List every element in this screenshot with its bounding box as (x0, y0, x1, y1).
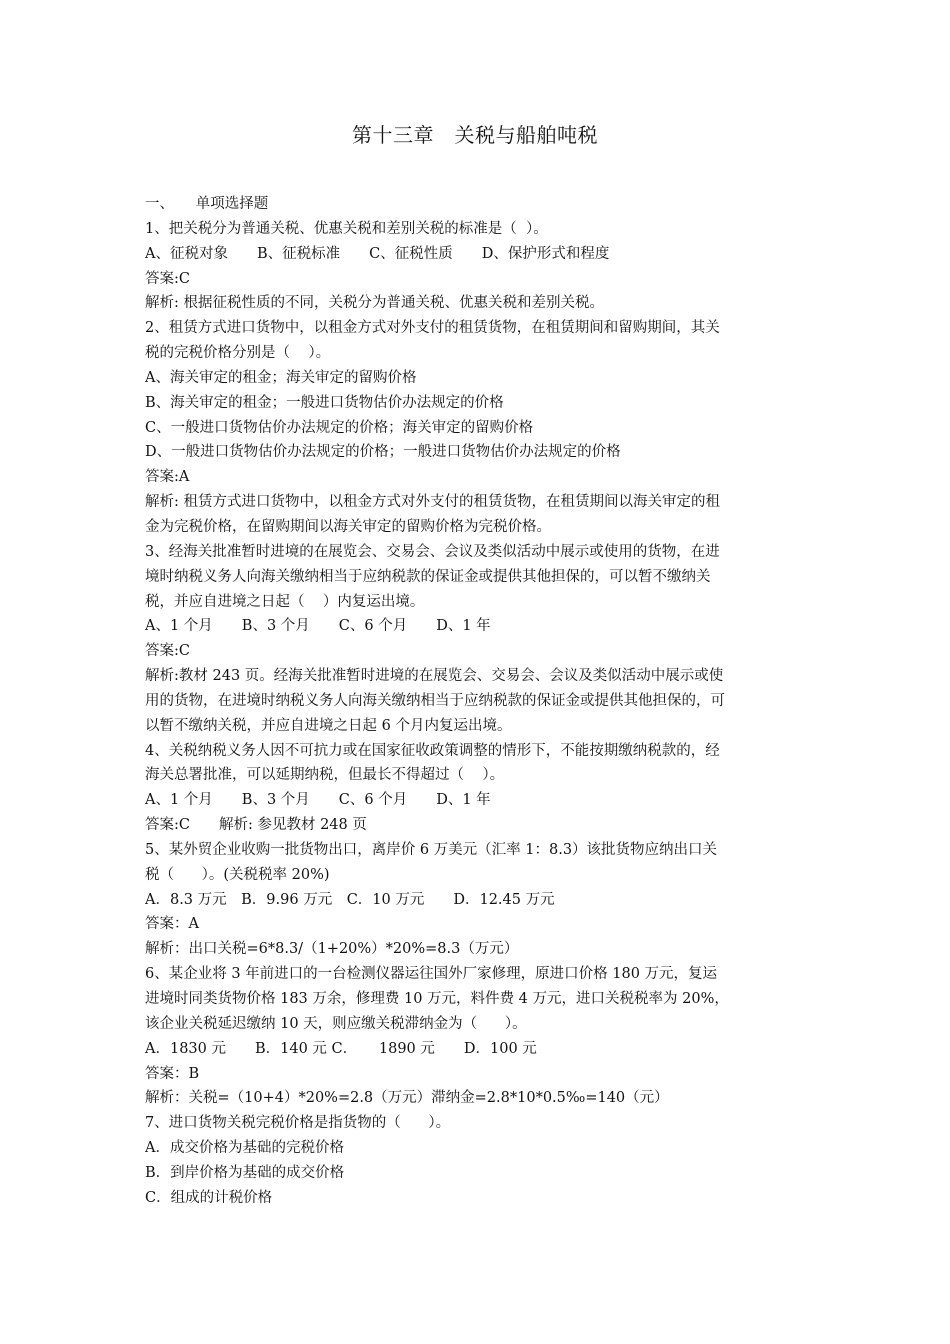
question-2-option-b: B、海关审定的租金；一般进口货物估价办法规定的价格 (145, 394, 504, 411)
question-4-cont: 海关总署批准，可以延期纳税，但最长不得超过（ ）。 (145, 767, 505, 784)
question-7-option-a: A．成交价格为基础的完税价格 (145, 1140, 344, 1157)
question-1-answer: 答案:C (145, 270, 190, 287)
question-3-explanation-cont: 用的货物，在进境时纳税义务人向海关缴纳相当于应纳税款的保证金或提供其他担保的，可 (145, 692, 725, 709)
question-1: 1、把关税分为普通关税、优惠关税和差别关税的标准是（ ）。 (145, 220, 548, 237)
question-6-cont: 该企业关税延迟缴纳 10 天，则应缴关税滞纳金为（ ）。 (145, 1015, 527, 1032)
question-7: 7、进口货物关税完税价格是指货物的（ ）。 (145, 1115, 451, 1132)
question-7-option-c: C．组成的计税价格 (145, 1189, 273, 1206)
question-3-cont: 境时纳税义务人向海关缴纳相当于应纳税款的保证金或提供其他担保的，可以暂不缴纳关 (145, 568, 711, 585)
question-4-answer: 答案:C 解析: 参见教材 248 页 (145, 817, 367, 834)
question-5-options: A．8.3 万元 B．9.96 万元 C．10 万元 D．12.45 万元 (145, 891, 555, 908)
question-2-cont: 税的完税价格分别是（ ）。 (145, 345, 331, 362)
question-3-cont: 税，并应自进境之日起（ ）内复运出境。 (145, 593, 425, 610)
question-3: 3、经海关批准暂时进境的在展览会、交易会、会议及类似活动中展示或使用的货物，在进 (145, 543, 720, 560)
question-6: 6、某企业将 3 年前进口的一台检测仪器运往国外厂家修理，原进口价格 180 万元，复运 (145, 966, 718, 983)
question-3-explanation: 解析:教材 243 页。经海关批准暂时进境的在展览会、交易会、会议及类似活动中展示或使 (145, 668, 724, 685)
question-4-options: A、1 个月 B、3 个月 C、6 个月 D、1 年 (145, 792, 491, 809)
question-2-option-c: C、一般进口货物估价办法规定的价格；海关审定的留购价格 (145, 419, 534, 436)
question-2-explanation-cont: 金为完税价格，在留购期间以海关审定的留购价格为完税价格。 (145, 518, 551, 535)
question-6-options: A．1830 元 B．140 元 C． 1890 元 D．100 元 (145, 1040, 537, 1057)
section-heading: 一、 单项选择题 (145, 196, 269, 212)
question-5-answer: 答案：A (145, 916, 199, 933)
question-6-explanation: 解析：关税=（10+4）*20%=2.8（万元）滞纳金=2.8*10*0.5‰=140（元） (145, 1090, 669, 1107)
question-1-options: A、征税对象 B、征税标准 C、征税性质 D、保护形式和程度 (145, 245, 610, 262)
question-2-option-d: D、一般进口货物估价办法规定的价格；一般进口货物估价办法规定的价格 (145, 444, 621, 461)
question-3-explanation-cont: 以暂不缴纳关税，并应自进境之日起 6 个月内复运出境。 (145, 717, 512, 734)
question-5-cont: 税（ ）。(关税税率 20%) (145, 866, 330, 883)
question-5: 5、某外贸企业收购一批货物出口，离岸价 6 万美元（汇率 1：8.3）该批货物应纳出口关 (145, 841, 718, 858)
question-2-explanation: 解析: 租赁方式进口货物中，以租金方式对外支付的租赁货物，在租赁期间以海关审定的租 (145, 494, 720, 511)
question-2: 2、租赁方式进口货物中，以租金方式对外支付的租赁货物，在租赁期间和留购期间，其关 (145, 320, 720, 337)
question-2-option-a: A、海关审定的租金；海关审定的留购价格 (145, 369, 417, 386)
question-5-explanation: 解析：出口关税=6*8.3/（1+20%）*20%=8.3（万元） (145, 941, 519, 958)
question-4: 4、关税纳税义务人因不可抗力或在国家征收政策调整的情形下，不能按期缴纳税款的，经 (145, 742, 720, 759)
question-6-answer: 答案：B (145, 1065, 200, 1082)
question-3-answer: 答案:C (145, 643, 190, 660)
document-body (145, 192, 813, 1211)
question-3-options: A、1 个月 B、3 个月 C、6 个月 D、1 年 (145, 618, 491, 635)
chapter-title: 第十三章 关税与船舶吨税 (352, 123, 598, 147)
question-6-cont: 进境时同类货物价格 183 万余，修理费 10 万元，料件费 4 万元，进口关税税率为 20%， (145, 991, 729, 1007)
question-7-option-b: B．到岸价格为基础的成交价格 (145, 1164, 345, 1181)
question-2-answer: 答案:A (145, 469, 190, 486)
question-1-explanation: 解析: 根据征税性质的不同，关税分为普通关税、优惠关税和差别关税。 (145, 295, 604, 312)
